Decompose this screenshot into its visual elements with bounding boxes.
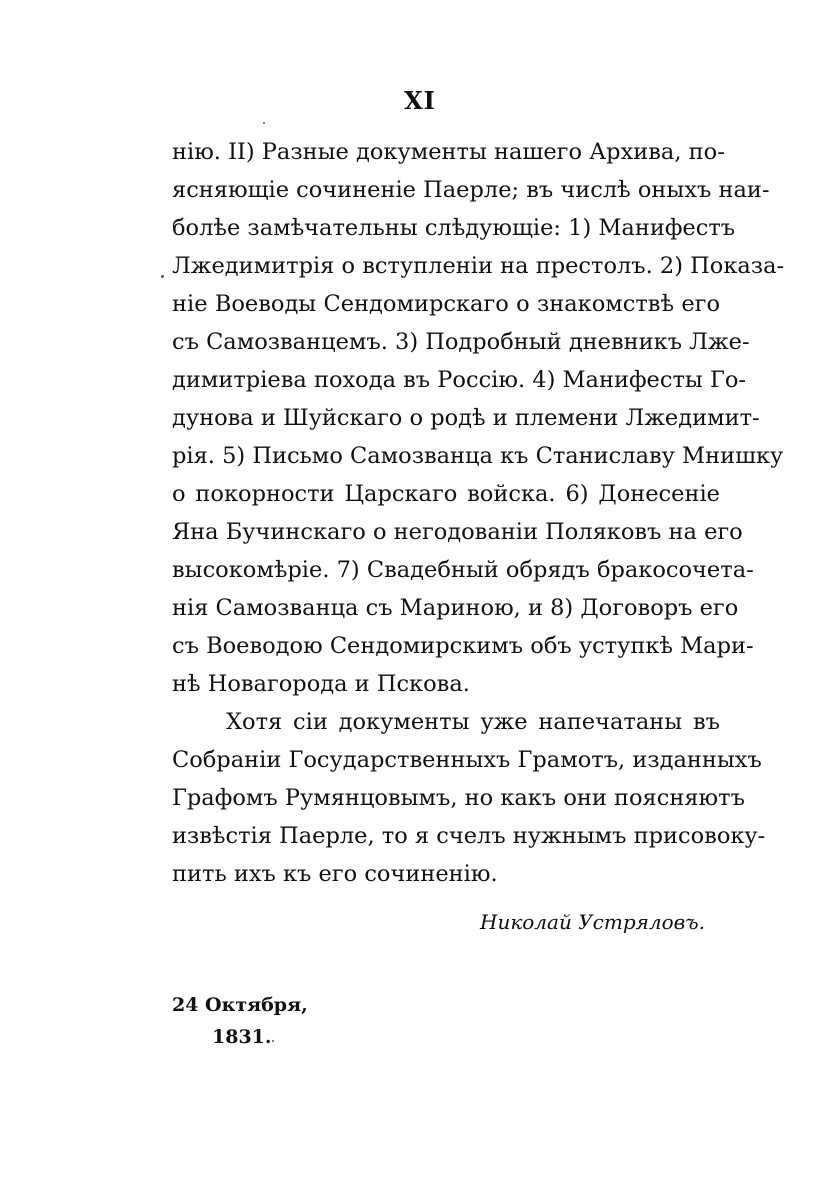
text-line: рія. 5) Письмо Самозванца къ Станиславу Мнишку xyxy=(172,443,784,469)
text-line: съ Воеводою Сендомирскимъ объ уступкѣ Мари- xyxy=(172,633,754,659)
text-line: высокомѣріе. 7) Свадебный обрядъ бракосочета- xyxy=(172,557,754,583)
text-line: Графомъ Румянцовымъ, но какъ они поясняютъ xyxy=(172,785,745,811)
author-signature: Николай Устряловъ. xyxy=(480,910,705,934)
text-line: пить ихъ къ его сочиненію. xyxy=(172,861,498,887)
text-line: Хотя сіи документы уже напечатаны въ xyxy=(226,709,720,735)
text-line: димитріева похода въ Россію. 4) Манифесты Го- xyxy=(172,367,747,393)
date-day-month: 24 Октября, xyxy=(172,994,308,1016)
text-line: съ Самозванцемъ. 3) Подробный дневникъ Лже- xyxy=(172,329,750,355)
print-speck xyxy=(263,122,265,124)
text-line: Яна Бучинскаго о негодованіи Поляковъ на его xyxy=(172,519,743,545)
text-line: нѣ Новагорода и Пскова. xyxy=(172,671,470,697)
text-line: болѣе замѣчательны слѣдующіе: 1) Манифестъ xyxy=(172,215,736,241)
print-speck xyxy=(161,275,164,278)
date-year: 1831. xyxy=(212,1026,272,1048)
text-line: Собраніи Государственныхъ Грамотъ, изданныхъ xyxy=(172,747,762,773)
text-line: дунова и Шуйскаго о родѣ и племени Лжедимит- xyxy=(172,405,760,431)
text-line: о покорности Царскаго войска. 6) Донесеніе xyxy=(172,481,720,507)
text-line: Лжедимитрія о вступленіи на престолъ. 2) Показа- xyxy=(172,253,785,279)
text-line: извѣстія Паерле, то я счелъ нужнымъ присовоку- xyxy=(172,823,766,849)
text-line: нія Самозванца съ Мариною, и 8) Договоръ его xyxy=(172,595,739,621)
print-speck xyxy=(272,1040,274,1042)
text-line: нію. II) Разные документы нашего Архива, по- xyxy=(172,139,725,165)
text-line: ніе Воеводы Сендомирскаго о знакомствѣ его xyxy=(172,291,720,317)
page-number: XI xyxy=(404,86,436,115)
text-line: ясняющіе сочиненіе Паерле; въ числѣ оныхъ наи- xyxy=(172,177,770,203)
